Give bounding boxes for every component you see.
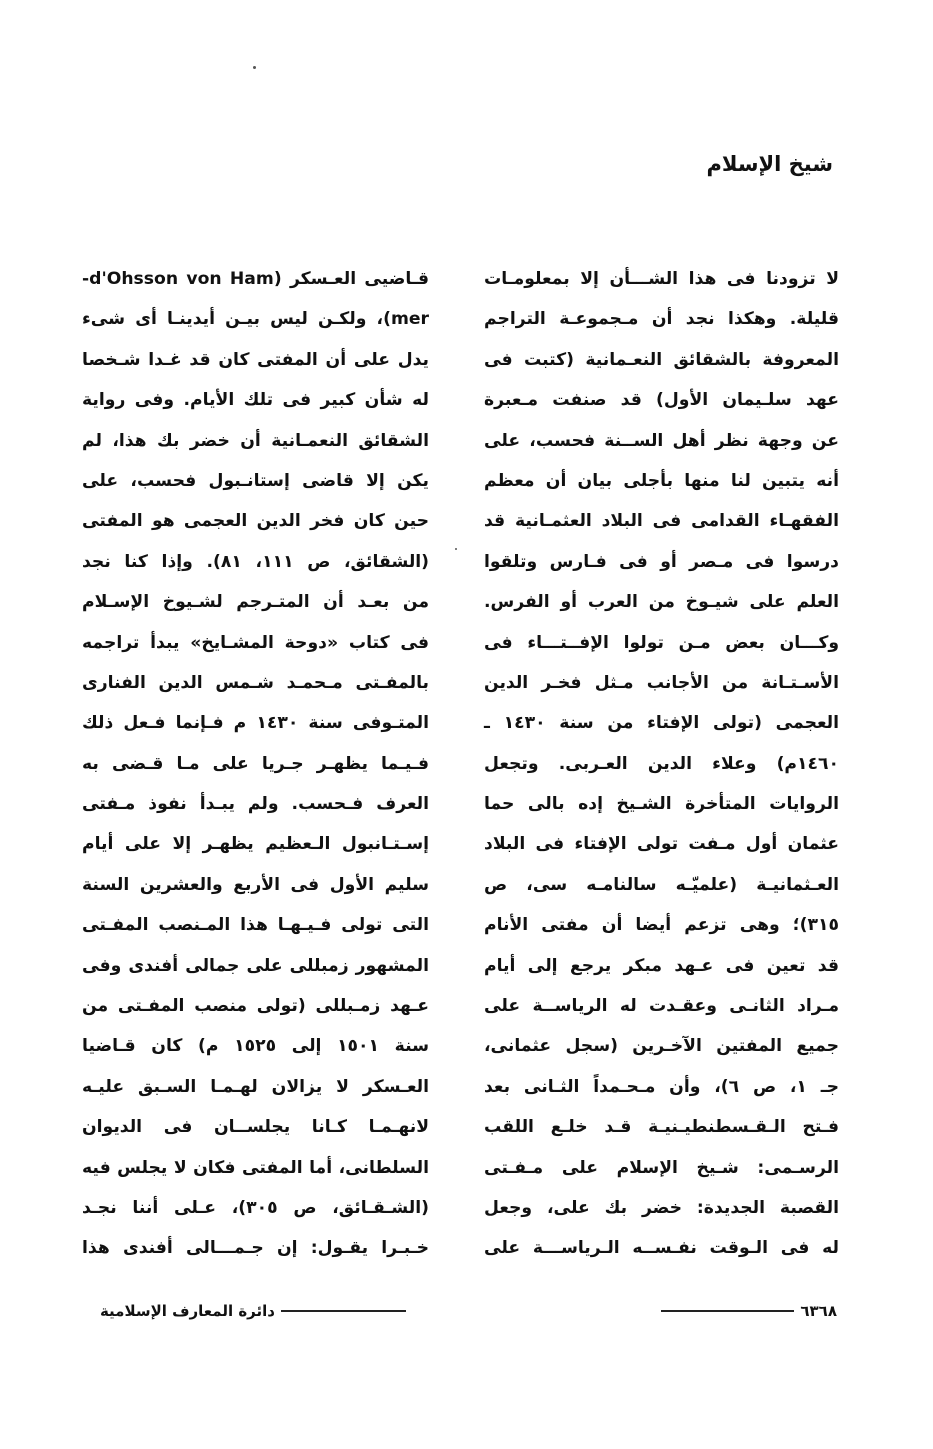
- text-line: يكن إلا قاضى إستانـبول فحسب، على: [82, 470, 429, 491]
- text-line: العجمى (تولى الإفتاء من سنة ١٤٣٠ ـ: [484, 713, 840, 734]
- publication-name: دائرة المعارف الإسلامية: [99, 1302, 275, 1320]
- text-line: العـثمانيـة (علميّـه سالنامـه سى، ص: [484, 874, 839, 895]
- text-line: قد تعين فى عـهد مبكر يرجع إلى أيام: [484, 955, 839, 976]
- text-line: قـاضيى العـسكر (d'Ohsson von Ham-: [82, 269, 429, 289]
- text-line: الرسـمى: شـيخ الإسلام على مـفـتى: [484, 1157, 839, 1178]
- footer-rule: [661, 1310, 794, 1312]
- text-line: المعروفة بالشقائق النعـمانية (كتبت فى: [484, 349, 839, 370]
- text-line: ٣١٥)؛ وهى تزعم أيضا أن مفتى الأنام: [484, 915, 839, 936]
- text-line: أنه يتبين لنا منها بأجلى بيان أن معظم: [484, 470, 839, 491]
- text-line: وكـــان بعض مـن تولوا الإفــتـــاء فى: [484, 632, 839, 653]
- text-line: المشهور زمبللى على جمالى أفندى وفى: [82, 955, 429, 976]
- text-line: سنة ١٥٠١ إلى ١٥٢٥ م) كان قـاضيا: [82, 1036, 429, 1057]
- scan-speck: [455, 548, 457, 550]
- page-number: ٦٣٦٨: [800, 1302, 837, 1320]
- text-line: المتـوفى سنة ١٤٣٠ م فـإنما فـعل ذلك: [82, 713, 429, 734]
- text-line: بالمفـتى مـحمـد شـمس الدين الفنارى: [82, 672, 429, 693]
- text-line: mer)، ولكـن ليس بيـن أيدينـا أى شىء: [82, 309, 429, 330]
- text-line: يدل على أن المفتى كان قد غـدا شـخصا: [82, 349, 429, 370]
- text-line: عهد سلـيمان الأول) قد صنفت مـعبرة: [484, 390, 839, 411]
- text-line: سليم الأول فى الأربع والعشرين السنة: [82, 874, 429, 895]
- text-line: مـراد الثانـى وعقـدت له الرياســة على: [484, 996, 839, 1017]
- footer-page-number-area: [655, 1296, 837, 1326]
- text-line: قليلة. وهكذا نجد أن مـجموعـة التراجم: [484, 309, 839, 330]
- text-line: حين كان فخر الدين العجمى هو المفتى: [82, 511, 429, 532]
- text-line: من بعـد أن المتـرجم لشـيوخ الإسـلام: [82, 592, 429, 613]
- text-line: (الشقائق، ص ١١١، ٨١). وإذا كنا نجد: [82, 551, 430, 572]
- text-line: العلم على شيـوخ من العرب أو الفرس.: [484, 592, 839, 613]
- text-line: ١٤٦٠م) وعلاء الدين العـربى. وتجعل: [484, 753, 839, 774]
- text-line: القصبة الجديدة: خضر بك على، وجعل: [484, 1197, 839, 1218]
- text-line: فـيـما يظهـر جـريا على مـا قـضى به: [82, 753, 429, 774]
- text-line: له شأن كبير فى تلك الأيام. وفى رواية: [82, 390, 429, 411]
- text-line: فـتح الـقـسطنطيـنيـة قـد خلـع اللقب: [484, 1117, 839, 1138]
- text-line: التى تولى فـيـهـا هذا المـنصب المفـتى: [82, 915, 429, 936]
- text-line: الشقائق النعمـانية أن خضر بك هذا، لم: [82, 430, 429, 451]
- text-line: فى كتاب «دوحة المشـايخ» يبدأ تراجمه: [82, 632, 429, 653]
- scan-speck: [253, 66, 256, 69]
- text-line: الأسـتـانة من الأجانب مـثل فخـر الدين: [484, 672, 839, 693]
- text-line: درسوا فى مـصر أو فى فـارس وتلقوا: [484, 551, 839, 572]
- footer-publication-area: [82, 1296, 412, 1326]
- text-line: الروايات المتأخرة الشـيخ إده بالى حما: [484, 794, 839, 815]
- text-line: إسـتـانبول الـعظيم يظهـر إلا على أيام: [82, 834, 429, 855]
- text-line: العـسكر لا يزالان لهـمـا السـبق عليـه: [82, 1076, 429, 1097]
- text-line: له فى الـوقت نفـســه الـرياســـة على: [484, 1238, 839, 1259]
- running-header-title: شيخ الإسلام: [706, 152, 833, 176]
- text-line: العرف فـحسب. ولم يبـدأ نفوذ مـفتى: [82, 794, 429, 815]
- text-line: جميع المفتين الآخـرين (سجل عثمانى،: [484, 1036, 839, 1057]
- footer-rule: [281, 1310, 406, 1312]
- text-line: جـ ١، ص ٦)، وأن مـحـمداً الثـانى بعد: [484, 1076, 839, 1097]
- text-line: السلطانى، أما المفتى فكان لا يجلس فيه: [82, 1157, 429, 1178]
- text-line: لانهـمـا كـانا يجلســان فى الديوان: [82, 1117, 429, 1138]
- text-line: خـبـرا يقـول: إن جـمـــالى أفندى هذا: [82, 1238, 429, 1259]
- text-line: الفقهـاء القدامى فى البلاد العثمـانية قد: [484, 511, 839, 532]
- text-line: (الشـقـائق، ص ٣٠٥)، عـلى أننا نجـد: [82, 1197, 429, 1218]
- text-line: عن وجهة نظر أهل الســنة فحسب، على: [484, 430, 839, 451]
- text-line: عـهد زمـبللى (تولى منصب المفـتى من: [82, 996, 429, 1017]
- text-line: عثمان أول مـفت تولى الإفتاء فى البلاد: [484, 834, 839, 855]
- right-text-column: [484, 262, 839, 1272]
- left-text-column: [82, 262, 429, 1272]
- text-line: لا تزودنا فى هذا الشـــأن إلا بمعلومـات: [484, 269, 839, 289]
